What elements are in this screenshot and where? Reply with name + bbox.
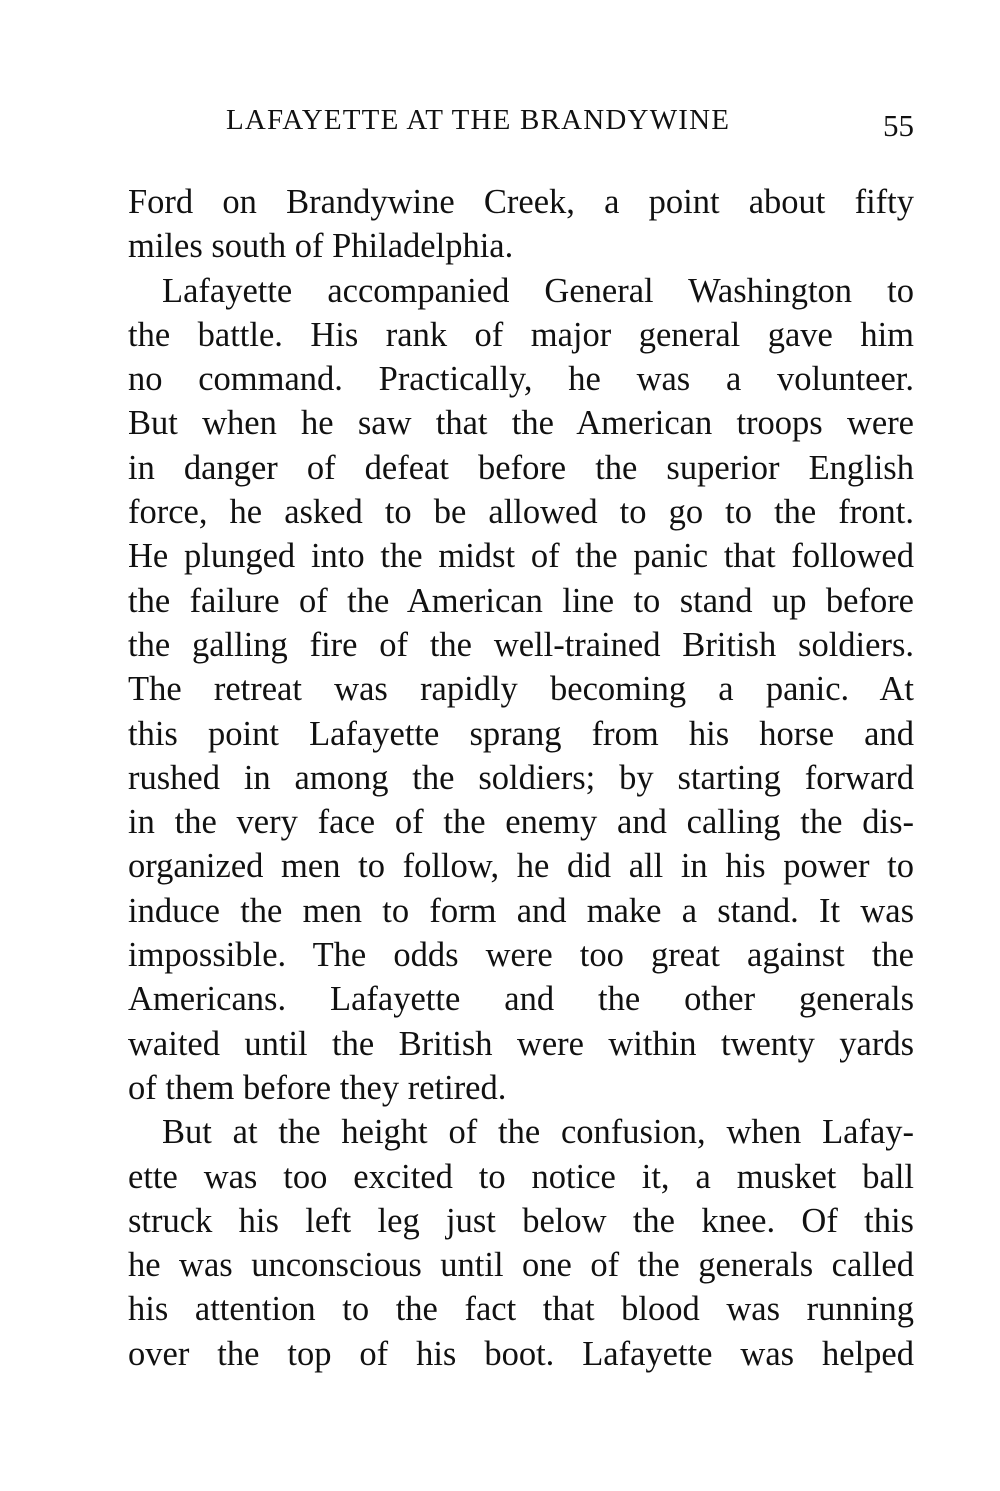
- text-line: the galling fire of the well-trained British soldiers.: [128, 625, 914, 664]
- text-line: Americans. Lafayette and the other generals: [128, 980, 914, 1019]
- text-line: force, he asked to be allowed to go to the front.: [128, 493, 914, 532]
- text-line: no command. Practically, he was a volunteer.: [128, 360, 914, 399]
- text-line: waited until the British were within twenty yards: [128, 1024, 914, 1063]
- text-line: Lafayette accompanied General Washington to: [162, 271, 914, 310]
- text-line: ette was too excited to notice it, a musket ball: [128, 1157, 914, 1196]
- text-line: his attention to the fact that blood was running: [128, 1290, 914, 1329]
- text-line: of them before they retired.: [128, 1068, 507, 1107]
- running-title: LAFAYETTE AT THE BRANDYWINE: [226, 104, 731, 136]
- text-line: organized men to follow, he did all in his power to: [128, 847, 914, 886]
- text-line: Ford on Brandywine Creek, a point about fifty: [128, 183, 914, 221]
- text-line: induce the men to form and make a stand. It was: [128, 891, 914, 930]
- page-number: 55: [883, 108, 914, 143]
- text-line: this point Lafayette sprang from his horse and: [128, 714, 914, 753]
- text-line: the battle. His rank of major general gave him: [128, 315, 914, 354]
- text-line: in danger of defeat before the superior English: [128, 448, 914, 487]
- text-line: rushed in among the soldiers; by starting forward: [128, 758, 914, 797]
- text-line: He plunged into the midst of the panic that followed: [128, 537, 914, 576]
- running-head: [128, 104, 914, 148]
- text-line: he was unconscious until one of the generals called: [128, 1246, 914, 1285]
- text-line: in the very face of the enemy and calling the dis-: [128, 803, 914, 842]
- text-line: The retreat was rapidly becoming a panic. At: [128, 670, 914, 709]
- text-line: miles south of Philadelphia.: [128, 227, 514, 266]
- text-line: over the top of his boot. Lafayette was helped: [128, 1334, 914, 1373]
- text-line: But when he saw that the American troops were: [128, 404, 914, 443]
- text-line: the failure of the American line to stand up before: [128, 581, 914, 620]
- text-line: But at the height of the confusion, when Lafay-: [162, 1113, 914, 1152]
- text-line: impossible. The odds were too great against the: [128, 936, 914, 975]
- body-text: [128, 180, 914, 1376]
- text-line: struck his left leg just below the knee. Of this: [128, 1201, 914, 1240]
